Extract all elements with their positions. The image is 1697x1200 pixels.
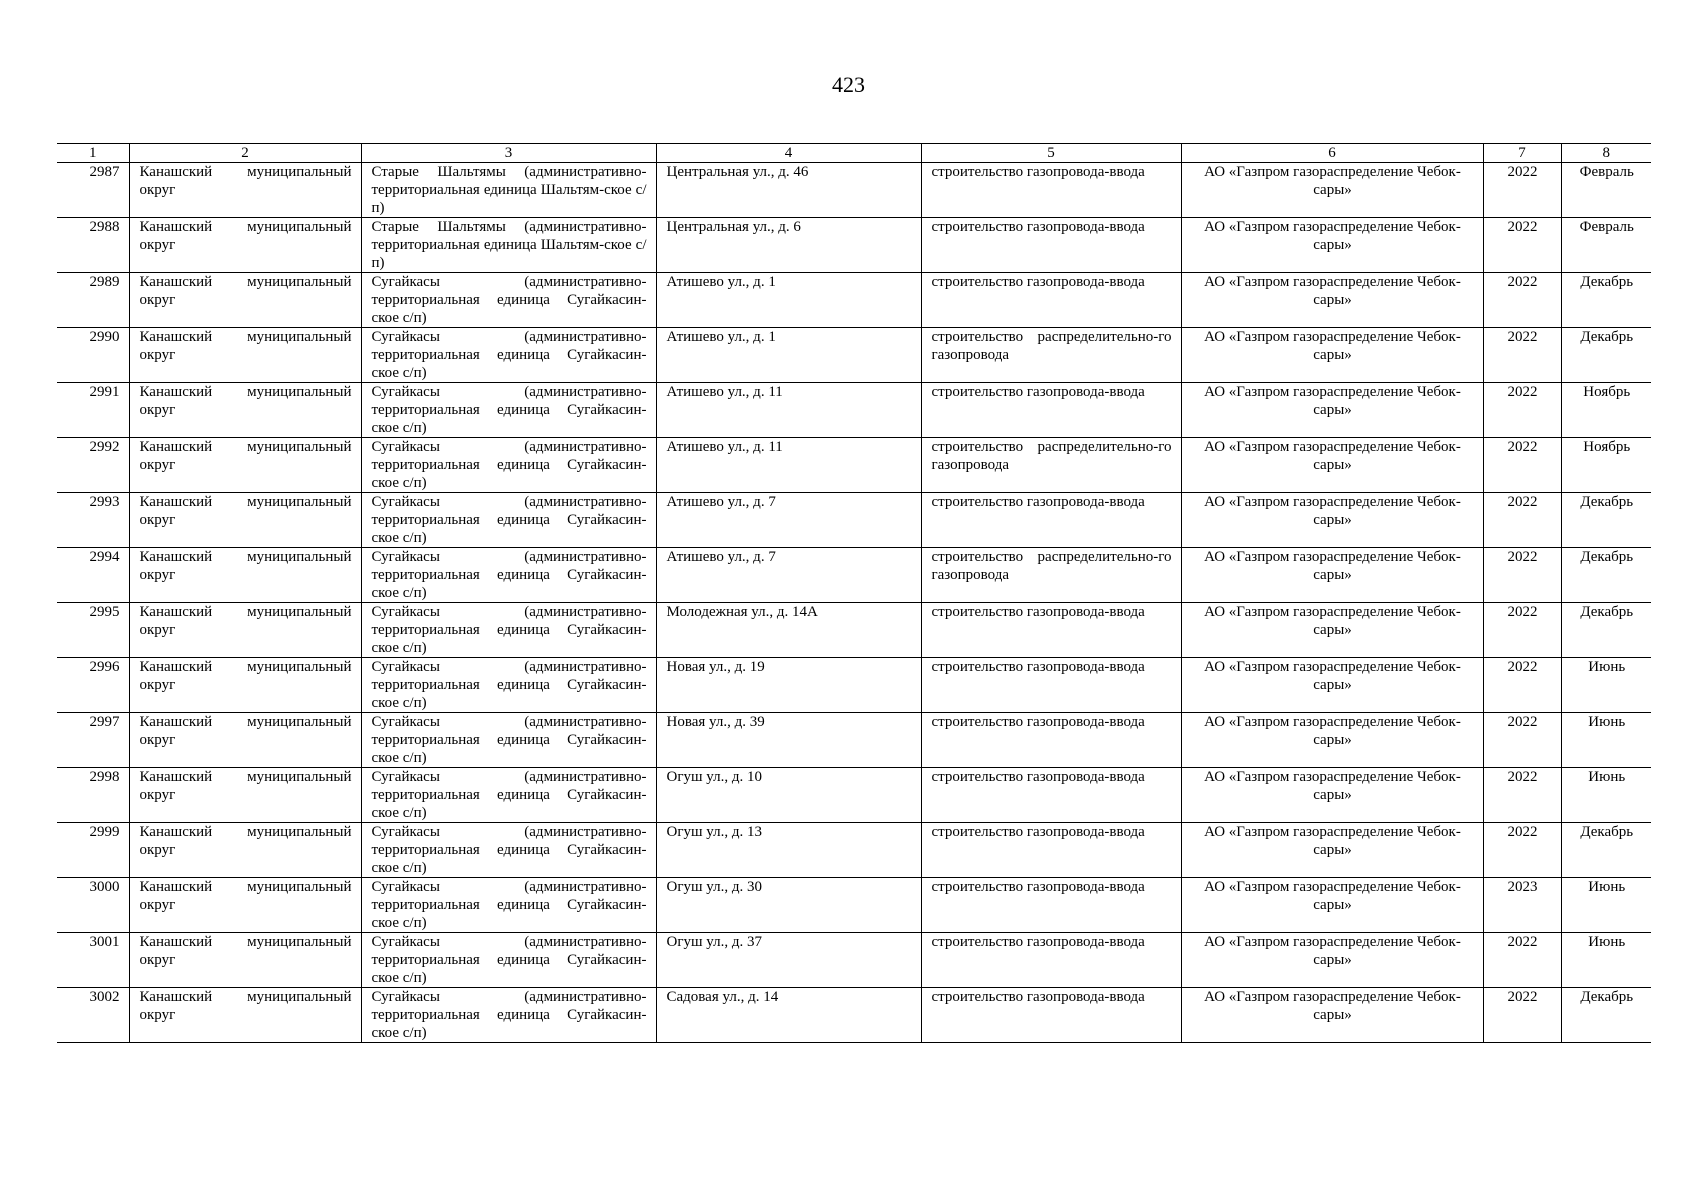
work-type-cell: строительство газопровода-ввода <box>921 933 1181 988</box>
locality-cell: Сугайкасы (административно-территориальная единица Сугайкасин-ское с/п) <box>361 493 656 548</box>
locality-cell: Сугайкасы (административно-территориальная единица Сугайкасин-ское с/п) <box>361 933 656 988</box>
work-type-cell: строительство газопровода-ввода <box>921 988 1181 1043</box>
row-number: 2998 <box>57 768 129 823</box>
address-cell: Новая ул., д. 39 <box>656 713 921 768</box>
locality-cell: Сугайкасы (административно-территориальная единица Сугайкасин-ское с/п) <box>361 273 656 328</box>
district-cell: Канашский муниципальный округ <box>129 163 361 218</box>
row-number: 2999 <box>57 823 129 878</box>
address-cell: Центральная ул., д. 46 <box>656 163 921 218</box>
locality-cell: Сугайкасы (административно-территориальная единица Сугайкасин-ское с/п) <box>361 328 656 383</box>
year-cell: 2022 <box>1483 493 1561 548</box>
row-number: 2993 <box>57 493 129 548</box>
column-header: 5 <box>921 144 1181 163</box>
work-type-cell: строительство распределительно-го газопровода <box>921 328 1181 383</box>
address-cell: Атишево ул., д. 1 <box>656 328 921 383</box>
work-type-cell: строительство газопровода-ввода <box>921 823 1181 878</box>
address-cell: Атишево ул., д. 11 <box>656 438 921 493</box>
table-row <box>57 768 1651 823</box>
table-row <box>57 988 1651 1043</box>
organization-cell: АО «Газпром газораспределение Чебок-сары» <box>1181 823 1483 878</box>
year-cell: 2022 <box>1483 768 1561 823</box>
address-cell: Атишево ул., д. 7 <box>656 493 921 548</box>
organization-cell: АО «Газпром газораспределение Чебок-сары» <box>1181 658 1483 713</box>
work-type-cell: строительство газопровода-ввода <box>921 383 1181 438</box>
organization-cell: АО «Газпром газораспределение Чебок-сары» <box>1181 548 1483 603</box>
address-cell: Огуш ул., д. 10 <box>656 768 921 823</box>
address-cell: Молодежная ул., д. 14А <box>656 603 921 658</box>
year-cell: 2022 <box>1483 548 1561 603</box>
work-type-cell: строительство газопровода-ввода <box>921 493 1181 548</box>
organization-cell: АО «Газпром газораспределение Чебок-сары» <box>1181 438 1483 493</box>
header-row <box>57 144 1651 163</box>
row-number: 2995 <box>57 603 129 658</box>
work-type-cell: строительство газопровода-ввода <box>921 218 1181 273</box>
month-cell: Декабрь <box>1561 988 1651 1043</box>
row-number: 2987 <box>57 163 129 218</box>
address-cell: Огуш ул., д. 37 <box>656 933 921 988</box>
month-cell: Ноябрь <box>1561 383 1651 438</box>
table-row <box>57 163 1651 218</box>
address-cell: Атишево ул., д. 7 <box>656 548 921 603</box>
address-cell: Огуш ул., д. 13 <box>656 823 921 878</box>
month-cell: Декабрь <box>1561 823 1651 878</box>
address-cell: Атишево ул., д. 1 <box>656 273 921 328</box>
district-cell: Канашский муниципальный округ <box>129 823 361 878</box>
organization-cell: АО «Газпром газораспределение Чебок-сары» <box>1181 768 1483 823</box>
page-number: 423 <box>832 72 865 97</box>
year-cell: 2022 <box>1483 988 1561 1043</box>
address-cell: Садовая ул., д. 14 <box>656 988 921 1043</box>
month-cell: Июнь <box>1561 878 1651 933</box>
month-cell: Декабрь <box>1561 603 1651 658</box>
district-cell: Канашский муниципальный округ <box>129 768 361 823</box>
district-cell: Канашский муниципальный округ <box>129 218 361 273</box>
organization-cell: АО «Газпром газораспределение Чебок-сары» <box>1181 328 1483 383</box>
table-row <box>57 658 1651 713</box>
row-number: 2990 <box>57 328 129 383</box>
organization-cell: АО «Газпром газораспределение Чебок-сары» <box>1181 383 1483 438</box>
organization-cell: АО «Газпром газораспределение Чебок-сары» <box>1181 878 1483 933</box>
address-cell: Центральная ул., д. 6 <box>656 218 921 273</box>
district-cell: Канашский муниципальный округ <box>129 383 361 438</box>
address-cell: Огуш ул., д. 30 <box>656 878 921 933</box>
row-number: 3002 <box>57 988 129 1043</box>
column-header: 7 <box>1483 144 1561 163</box>
row-number: 2994 <box>57 548 129 603</box>
district-cell: Канашский муниципальный округ <box>129 493 361 548</box>
column-header: 8 <box>1561 144 1651 163</box>
month-cell: Декабрь <box>1561 328 1651 383</box>
year-cell: 2022 <box>1483 933 1561 988</box>
district-cell: Канашский муниципальный округ <box>129 658 361 713</box>
work-type-cell: строительство распределительно-го газопровода <box>921 438 1181 493</box>
row-number: 2997 <box>57 713 129 768</box>
table-row <box>57 273 1651 328</box>
column-header: 3 <box>361 144 656 163</box>
row-number: 2991 <box>57 383 129 438</box>
work-type-cell: строительство газопровода-ввода <box>921 163 1181 218</box>
table-row <box>57 603 1651 658</box>
district-cell: Канашский муниципальный округ <box>129 273 361 328</box>
organization-cell: АО «Газпром газораспределение Чебок-сары» <box>1181 988 1483 1043</box>
column-header: 2 <box>129 144 361 163</box>
organization-cell: АО «Газпром газораспределение Чебок-сары» <box>1181 933 1483 988</box>
row-number: 3001 <box>57 933 129 988</box>
year-cell: 2022 <box>1483 438 1561 493</box>
column-header: 4 <box>656 144 921 163</box>
table-row <box>57 218 1651 273</box>
year-cell: 2022 <box>1483 328 1561 383</box>
year-cell: 2023 <box>1483 878 1561 933</box>
organization-cell: АО «Газпром газораспределение Чебок-сары» <box>1181 713 1483 768</box>
month-cell: Декабрь <box>1561 493 1651 548</box>
month-cell: Июнь <box>1561 933 1651 988</box>
year-cell: 2022 <box>1483 163 1561 218</box>
month-cell: Ноябрь <box>1561 438 1651 493</box>
table-row <box>57 328 1651 383</box>
month-cell: Июнь <box>1561 768 1651 823</box>
organization-cell: АО «Газпром газораспределение Чебок-сары» <box>1181 493 1483 548</box>
organization-cell: АО «Газпром газораспределение Чебок-сары» <box>1181 218 1483 273</box>
row-number: 2988 <box>57 218 129 273</box>
year-cell: 2022 <box>1483 713 1561 768</box>
month-cell: Июнь <box>1561 713 1651 768</box>
document-table <box>57 143 1651 1043</box>
district-cell: Канашский муниципальный округ <box>129 328 361 383</box>
locality-cell: Старые Шальтямы (административно-территориальная единица Шальтям-ское с/п) <box>361 163 656 218</box>
year-cell: 2022 <box>1483 218 1561 273</box>
column-header: 1 <box>57 144 129 163</box>
locality-cell: Сугайкасы (административно-территориальная единица Сугайкасин-ское с/п) <box>361 713 656 768</box>
work-type-cell: строительство газопровода-ввода <box>921 658 1181 713</box>
district-cell: Канашский муниципальный округ <box>129 878 361 933</box>
work-type-cell: строительство распределительно-го газопровода <box>921 548 1181 603</box>
table-row <box>57 823 1651 878</box>
district-cell: Канашский муниципальный округ <box>129 548 361 603</box>
locality-cell: Сугайкасы (административно-территориальная единица Сугайкасин-ское с/п) <box>361 548 656 603</box>
month-cell: Декабрь <box>1561 273 1651 328</box>
row-number: 2992 <box>57 438 129 493</box>
locality-cell: Старые Шальтямы (административно-территориальная единица Шальтям-ское с/п) <box>361 218 656 273</box>
locality-cell: Сугайкасы (административно-территориальная единица Сугайкасин-ское с/п) <box>361 438 656 493</box>
table-row <box>57 548 1651 603</box>
table-row <box>57 383 1651 438</box>
work-type-cell: строительство газопровода-ввода <box>921 273 1181 328</box>
locality-cell: Сугайкасы (административно-территориальная единица Сугайкасин-ское с/п) <box>361 823 656 878</box>
year-cell: 2022 <box>1483 603 1561 658</box>
district-cell: Канашский муниципальный округ <box>129 988 361 1043</box>
locality-cell: Сугайкасы (административно-территориальная единица Сугайкасин-ское с/п) <box>361 988 656 1043</box>
work-type-cell: строительство газопровода-ввода <box>921 713 1181 768</box>
year-cell: 2022 <box>1483 273 1561 328</box>
organization-cell: АО «Газпром газораспределение Чебок-сары» <box>1181 273 1483 328</box>
district-cell: Канашский муниципальный округ <box>129 933 361 988</box>
address-cell: Атишево ул., д. 11 <box>656 383 921 438</box>
table-header <box>57 144 1651 163</box>
table-row <box>57 713 1651 768</box>
row-number: 3000 <box>57 878 129 933</box>
locality-cell: Сугайкасы (административно-территориальная единица Сугайкасин-ское с/п) <box>361 768 656 823</box>
locality-cell: Сугайкасы (административно-территориальная единица Сугайкасин-ское с/п) <box>361 383 656 438</box>
row-number: 2996 <box>57 658 129 713</box>
row-number: 2989 <box>57 273 129 328</box>
district-cell: Канашский муниципальный округ <box>129 438 361 493</box>
organization-cell: АО «Газпром газораспределение Чебок-сары» <box>1181 603 1483 658</box>
work-type-cell: строительство газопровода-ввода <box>921 878 1181 933</box>
locality-cell: Сугайкасы (административно-территориальная единица Сугайкасин-ское с/п) <box>361 658 656 713</box>
year-cell: 2022 <box>1483 823 1561 878</box>
locality-cell: Сугайкасы (административно-территориальная единица Сугайкасин-ское с/п) <box>361 878 656 933</box>
table-row <box>57 933 1651 988</box>
table-row <box>57 493 1651 548</box>
organization-cell: АО «Газпром газораспределение Чебок-сары» <box>1181 163 1483 218</box>
work-type-cell: строительство газопровода-ввода <box>921 768 1181 823</box>
locality-cell: Сугайкасы (административно-территориальная единица Сугайкасин-ское с/п) <box>361 603 656 658</box>
column-header: 6 <box>1181 144 1483 163</box>
table-body <box>57 163 1651 1043</box>
year-cell: 2022 <box>1483 383 1561 438</box>
year-cell: 2022 <box>1483 658 1561 713</box>
month-cell: Февраль <box>1561 163 1651 218</box>
month-cell: Июнь <box>1561 658 1651 713</box>
table-row <box>57 438 1651 493</box>
district-cell: Канашский муниципальный округ <box>129 603 361 658</box>
month-cell: Февраль <box>1561 218 1651 273</box>
table-row <box>57 878 1651 933</box>
address-cell: Новая ул., д. 19 <box>656 658 921 713</box>
district-cell: Канашский муниципальный округ <box>129 713 361 768</box>
work-type-cell: строительство газопровода-ввода <box>921 603 1181 658</box>
month-cell: Декабрь <box>1561 548 1651 603</box>
